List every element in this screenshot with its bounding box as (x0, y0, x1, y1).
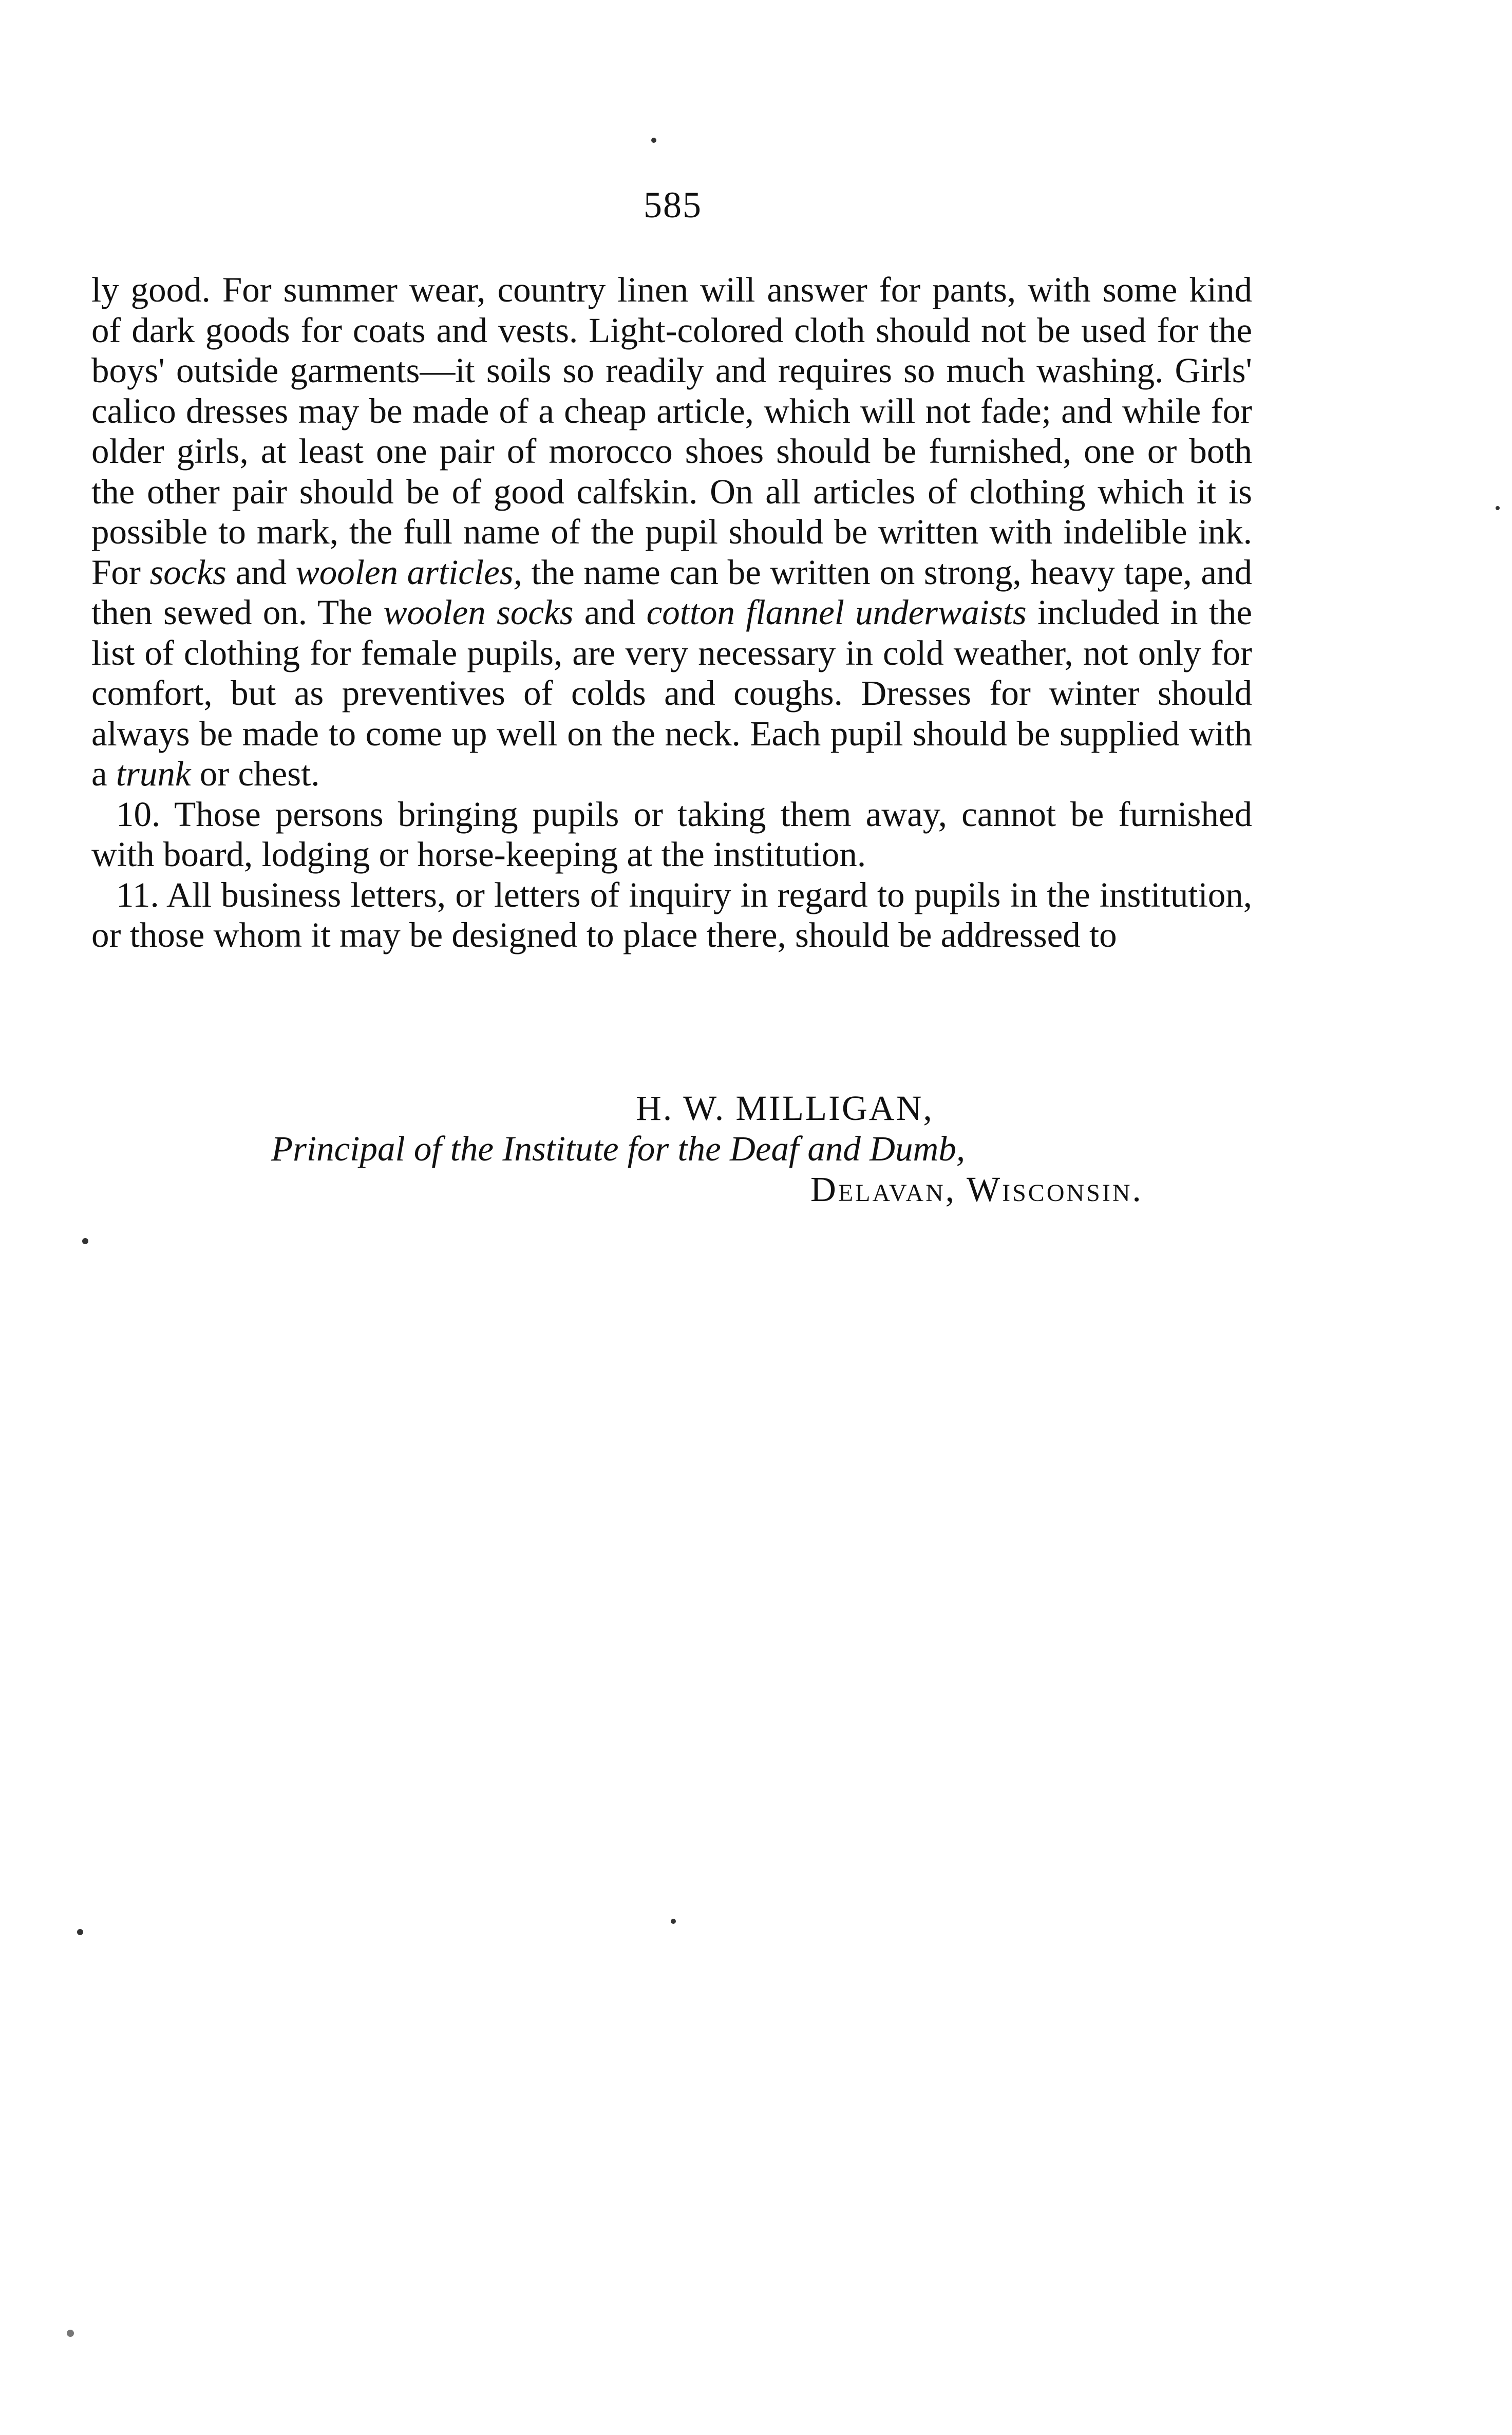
signatory-name: H. W. MILLIGAN, (636, 1089, 934, 1128)
italic-run: trunk (116, 754, 191, 793)
page-number: 585 (644, 184, 702, 226)
italic-run: socks (149, 552, 226, 592)
signatory-place: Delavan, Wisconsin. (810, 1170, 1143, 1209)
signatory-title: Principal of the Institute for the Deaf and Dumb, (271, 1129, 966, 1168)
text-run: and (226, 552, 296, 592)
italic-run: cotton flannel underwaists (646, 593, 1027, 632)
italic-run: woolen socks (383, 593, 574, 632)
text-run: and (573, 593, 647, 632)
text-run: the name can be written on strong, heavy tape, and then sewed on. The (91, 552, 1252, 632)
print-speck (67, 2330, 74, 2337)
paragraph-11: 11. All business letters, or letters of inquiry in regard to pupils in the institution, or those whom it may be designed to place there, should be addressed to (91, 875, 1252, 954)
print-speck (82, 1238, 88, 1244)
print-speck (671, 1919, 676, 1924)
text-run: or chest. (191, 754, 320, 793)
print-speck (77, 1929, 83, 1935)
paragraph-10: 10. Those persons bringing pupils or taking them away, cannot be furnished with board, lodging or horse-keeping at the institution. (91, 794, 1252, 874)
italic-run: woolen articles, (295, 552, 522, 592)
text-run: included in the list of clothing for female pupils, are very necessary in cold weather, not only for comfort, but as preventives of colds and coughs. Dresses for winter should always be made to come up well on the neck. Each pupil should be supplied with a (91, 593, 1252, 793)
paragraph-clothing (91, 270, 1252, 794)
body-text (91, 270, 1252, 956)
signature-block (91, 1088, 1252, 1210)
print-speck (651, 138, 656, 143)
text-run: ly good. For summer wear, country linen will answer for pants, with some kind of dark goods for coats and vests. Light-colored cloth should not be used for the boys' outside garments—it soils so readily and requires so much washing. Girls' calico dresses may be made of a cheap article, which will not fade; and while for older girls, at least one pair of morocco shoes should be furnished, one or both the other pair should be of good calfskin. On all articles of clothing which it is possible to mark, the full name of the pupil should be written with indelible ink. For (91, 270, 1252, 592)
print-speck (1496, 506, 1500, 510)
